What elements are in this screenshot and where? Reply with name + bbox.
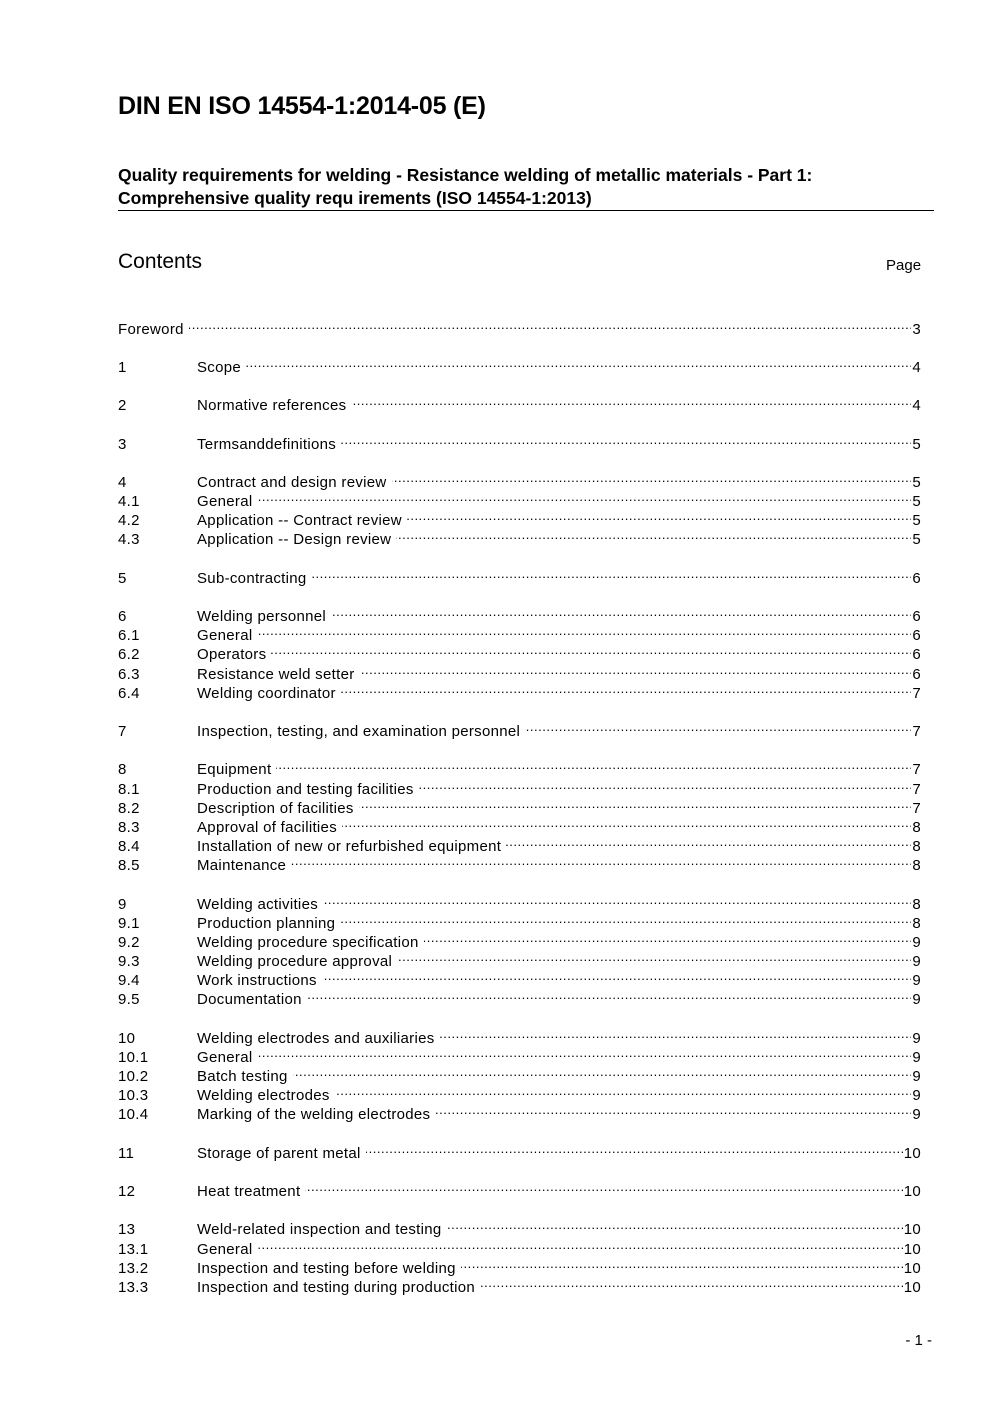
toc-entry[interactable]	[118, 1043, 921, 1066]
toc-entry-number: 8.2	[118, 800, 140, 817]
toc-entry-number: 9.1	[118, 915, 140, 932]
toc-entry-number: 5	[118, 570, 127, 587]
toc-entry[interactable]	[118, 909, 921, 932]
toc-dot-leader	[351, 391, 911, 410]
toc-entry-title: Heat treatment	[197, 1182, 305, 1201]
toc-entry[interactable]	[118, 468, 921, 491]
toc-entry-title: Installation of new or refurbished equipment	[197, 837, 506, 856]
toc-dot-leader	[340, 909, 911, 928]
toc-entry-number: 10.3	[118, 1087, 149, 1104]
toc-entry-number: 11	[118, 1145, 135, 1162]
toc-entry-number: 13	[118, 1221, 136, 1238]
toc-entry-number: 4.3	[118, 531, 140, 548]
toc-dot-leader	[480, 1273, 903, 1292]
toc-entry-title: Welding electrodes and auxiliaries	[197, 1029, 440, 1048]
toc-entry-title: Maintenance	[197, 856, 291, 875]
toc-entry-title: Scope	[197, 358, 246, 377]
toc-entry-number: 13.3	[118, 1279, 149, 1296]
toc-entry[interactable]	[118, 1273, 921, 1296]
toc-dot-leader	[435, 1100, 911, 1119]
toc-entry-number: 6	[118, 608, 127, 625]
toc-entry-number: 10.4	[118, 1106, 149, 1123]
toc-entry[interactable]	[118, 775, 921, 798]
toc-entry-title: Welding coordinator	[197, 684, 341, 703]
toc-entry-number: 4	[118, 474, 127, 491]
toc-entry[interactable]	[118, 1177, 921, 1200]
toc-entry[interactable]	[118, 755, 921, 778]
toc-entry-title: Equipment	[197, 760, 276, 779]
toc-entry[interactable]	[118, 794, 921, 817]
toc-entry-number: 8	[118, 761, 127, 778]
toc-entry-title: Welding personnel	[197, 607, 331, 626]
toc-entry-page: 3	[912, 321, 921, 338]
toc-entry-number: 9.4	[118, 972, 140, 989]
toc-entry-page: 6	[912, 608, 921, 625]
toc-entry-page: 9	[912, 1106, 921, 1123]
toc-entry-page: 9	[912, 953, 921, 970]
toc-dot-leader	[440, 1024, 912, 1043]
toc-entry[interactable]	[118, 391, 921, 414]
toc-entry-title: Approval of facilities	[197, 818, 342, 837]
toc-dot-leader	[359, 794, 912, 813]
toc-entry-title: Application -- Design review	[197, 530, 396, 549]
toc-entry[interactable]	[118, 1215, 921, 1238]
toc-entry[interactable]	[118, 832, 921, 855]
toc-entry-page: 9	[912, 991, 921, 1008]
toc-dot-leader	[271, 640, 911, 659]
toc-dot-leader	[331, 602, 911, 621]
toc-dot-leader	[461, 1254, 903, 1273]
toc-entry[interactable]	[118, 947, 921, 970]
toc-entry-page: 7	[912, 685, 921, 702]
toc-entry-page: 7	[912, 781, 921, 798]
toc-entry-page: 10	[903, 1260, 921, 1277]
toc-dot-leader	[407, 506, 911, 525]
toc-entry-page: 9	[912, 1030, 921, 1047]
toc-entry-title: Operators	[197, 645, 271, 664]
toc-entry[interactable]	[118, 315, 921, 338]
toc-entry[interactable]	[118, 602, 921, 625]
toc-entry-page: 9	[912, 1087, 921, 1104]
toc-dot-leader	[341, 679, 912, 698]
toc-entry-page: 8	[912, 857, 921, 874]
toc-dot-leader	[506, 832, 911, 851]
toc-dot-leader	[366, 1139, 903, 1158]
toc-entry-page: 10	[903, 1279, 921, 1296]
toc-entry-page: 5	[912, 474, 921, 491]
toc-entry-title: Contract and design review	[197, 473, 392, 492]
toc-entry-title: Storage of parent metal	[197, 1144, 366, 1163]
toc-dot-leader	[360, 660, 912, 679]
toc-entry-number: 8.3	[118, 819, 140, 836]
toc-dot-leader	[257, 1235, 902, 1254]
toc-entry[interactable]	[118, 621, 921, 644]
toc-entry-page: 6	[912, 627, 921, 644]
toc-entry-page: 6	[912, 666, 921, 683]
toc-entry-page: 7	[912, 761, 921, 778]
toc-dot-leader	[293, 1062, 912, 1081]
toc-dot-leader	[305, 1177, 902, 1196]
toc-entry-title: General	[197, 492, 257, 511]
toc-entry-title: Weld-related inspection and testing	[197, 1220, 447, 1239]
toc-entry-number: 8.5	[118, 857, 140, 874]
toc-entry-page: 5	[912, 436, 921, 453]
toc-entry-page: 5	[912, 512, 921, 529]
contents-heading: Contents	[118, 250, 203, 273]
toc-dot-leader	[397, 947, 911, 966]
toc-entry-page: 7	[912, 723, 921, 740]
toc-dot-leader	[276, 755, 911, 774]
toc-entry[interactable]	[118, 564, 921, 587]
toc-entry-page: 9	[912, 972, 921, 989]
toc-entry-page: 9	[912, 934, 921, 951]
toc-entry-title: Production planning	[197, 914, 340, 933]
toc-entry-title: Description of facilities	[197, 799, 359, 818]
toc-entry-number: 6.3	[118, 666, 140, 683]
toc-entry-page: 9	[912, 1049, 921, 1066]
toc-entry-number: 12	[118, 1183, 136, 1200]
toc-dot-leader	[419, 775, 912, 794]
toc-entry-number: 2	[118, 397, 127, 414]
toc-entry-number: 13.1	[118, 1241, 149, 1258]
toc-entry[interactable]	[118, 353, 921, 376]
toc-dot-leader	[424, 928, 912, 947]
subtitle-line-2: Comprehensive quality requ irements (ISO 14554-1:2013)	[118, 188, 592, 208]
toc-entry-page: 7	[912, 800, 921, 817]
toc-entry-number: 6.1	[118, 627, 140, 644]
toc-entry-page: 9	[912, 1068, 921, 1085]
toc-entry-title: Normative references	[197, 396, 351, 415]
toc-entry-number: 1	[118, 359, 127, 376]
toc-entry-number: 7	[118, 723, 127, 740]
toc-entry[interactable]	[118, 487, 921, 510]
toc-dot-leader	[291, 851, 911, 870]
toc-dot-leader	[396, 525, 911, 544]
page-number: - 1 -	[905, 1332, 932, 1349]
toc-entry[interactable]	[118, 1235, 921, 1258]
toc-entry-number: 9	[118, 896, 127, 913]
toc-entry[interactable]	[118, 1081, 921, 1104]
toc-entry-number: 9.3	[118, 953, 140, 970]
toc-entry-number: 9.2	[118, 934, 140, 951]
toc-entry[interactable]	[118, 985, 921, 1008]
toc-dot-leader	[257, 1043, 911, 1062]
toc-entry-title: Marking of the welding electrodes	[197, 1105, 435, 1124]
toc-dot-leader	[323, 890, 911, 909]
toc-entry[interactable]	[118, 1139, 921, 1162]
toc-entry[interactable]	[118, 640, 921, 663]
toc-entry-number: 10	[118, 1030, 136, 1047]
toc-entry[interactable]	[118, 679, 921, 702]
toc-dot-leader	[257, 487, 911, 506]
toc-entry-number: 8.4	[118, 838, 140, 855]
toc-entry-title: General	[197, 626, 257, 645]
toc-dot-leader	[335, 1081, 912, 1100]
toc-entry-title: Work instructions	[197, 971, 322, 990]
document-title: DIN EN ISO 14554-1:2014-05 (E)	[118, 92, 486, 120]
toc-entry-page: 6	[912, 570, 921, 587]
toc-entry-title: Sub-contracting	[197, 569, 312, 588]
toc-entry[interactable]	[118, 1024, 921, 1047]
toc-entry-page: 4	[912, 397, 921, 414]
toc-entry-page: 5	[912, 531, 921, 548]
toc-entry-number: 10.2	[118, 1068, 149, 1085]
toc-entry-page: 10	[903, 1241, 921, 1258]
toc-entry[interactable]	[118, 928, 921, 951]
toc-entry-title: Inspection and testing during production	[197, 1278, 480, 1297]
toc-entry-number: 10.1	[118, 1049, 149, 1066]
toc-entry[interactable]	[118, 525, 921, 548]
toc-dot-leader	[342, 813, 911, 832]
toc-dot-leader	[447, 1215, 903, 1234]
toc-dot-leader	[341, 430, 911, 449]
toc-entry-number: 6.4	[118, 685, 140, 702]
toc-entry-number: 4.1	[118, 493, 140, 510]
toc-entry-page: 8	[912, 838, 921, 855]
toc-dot-leader	[525, 717, 911, 736]
toc-entry-page: 8	[912, 819, 921, 836]
toc-entry-title: Termsanddefinitions	[197, 435, 341, 454]
toc-entry[interactable]	[118, 506, 921, 529]
toc-entry-title: Production and testing facilities	[197, 780, 419, 799]
toc-dot-leader	[189, 315, 912, 334]
toc-dot-leader	[392, 468, 912, 487]
toc-entry[interactable]	[118, 1100, 921, 1123]
toc-entry-title: Welding activities	[197, 895, 323, 914]
toc-entry[interactable]	[118, 890, 921, 913]
subtitle-line-1: Quality requirements for welding - Resistance welding of metallic materials - Part 1:	[118, 165, 813, 185]
toc-entry[interactable]	[118, 813, 921, 836]
toc-entry-number: 9.5	[118, 991, 140, 1008]
toc-entry[interactable]	[118, 1254, 921, 1277]
toc-entry-title: Application -- Contract review	[197, 511, 407, 530]
toc-entry-title: Resistance weld setter	[197, 665, 360, 684]
toc-entry-number: 3	[118, 436, 127, 453]
toc-entry-title: Foreword	[118, 320, 189, 339]
toc-entry-page: 10	[903, 1145, 921, 1162]
toc-entry-title: Welding electrodes	[197, 1086, 335, 1105]
toc-entry-title: General	[197, 1048, 257, 1067]
toc-entry-number: 4.2	[118, 512, 140, 529]
toc-entry-number: 6.2	[118, 646, 140, 663]
toc-entry[interactable]	[118, 717, 921, 740]
toc-entry-page: 10	[903, 1183, 921, 1200]
toc-entry-page: 5	[912, 493, 921, 510]
toc-dot-leader	[312, 564, 912, 583]
toc-entry-number: 13.2	[118, 1260, 149, 1277]
toc-entry-title: Batch testing	[197, 1067, 293, 1086]
toc-entry-page: 10	[903, 1221, 921, 1238]
toc-entry-title: Welding procedure specification	[197, 933, 424, 952]
toc-dot-leader	[257, 621, 911, 640]
toc-entry[interactable]	[118, 430, 921, 453]
toc-entry-page: 6	[912, 646, 921, 663]
toc-entry[interactable]	[118, 660, 921, 683]
toc-entry-title: Inspection and testing before welding	[197, 1259, 461, 1278]
toc-entry-page: 4	[912, 359, 921, 376]
toc-entry-title: Inspection, testing, and examination personnel	[197, 722, 525, 741]
toc-entry-page: 8	[912, 915, 921, 932]
toc-entry[interactable]	[118, 1062, 921, 1085]
toc-entry-page: 8	[912, 896, 921, 913]
toc-entry-number: 8.1	[118, 781, 140, 798]
toc-entry[interactable]	[118, 966, 921, 989]
toc-dot-leader	[307, 985, 912, 1004]
page-column-heading: Page	[886, 257, 922, 274]
toc-dot-leader	[246, 353, 911, 372]
toc-entry-title: Welding procedure approval	[197, 952, 397, 971]
toc-entry-title: General	[197, 1240, 257, 1259]
toc-dot-leader	[322, 966, 911, 985]
toc-entry-title: Documentation	[197, 990, 307, 1009]
toc-entry[interactable]	[118, 851, 921, 874]
